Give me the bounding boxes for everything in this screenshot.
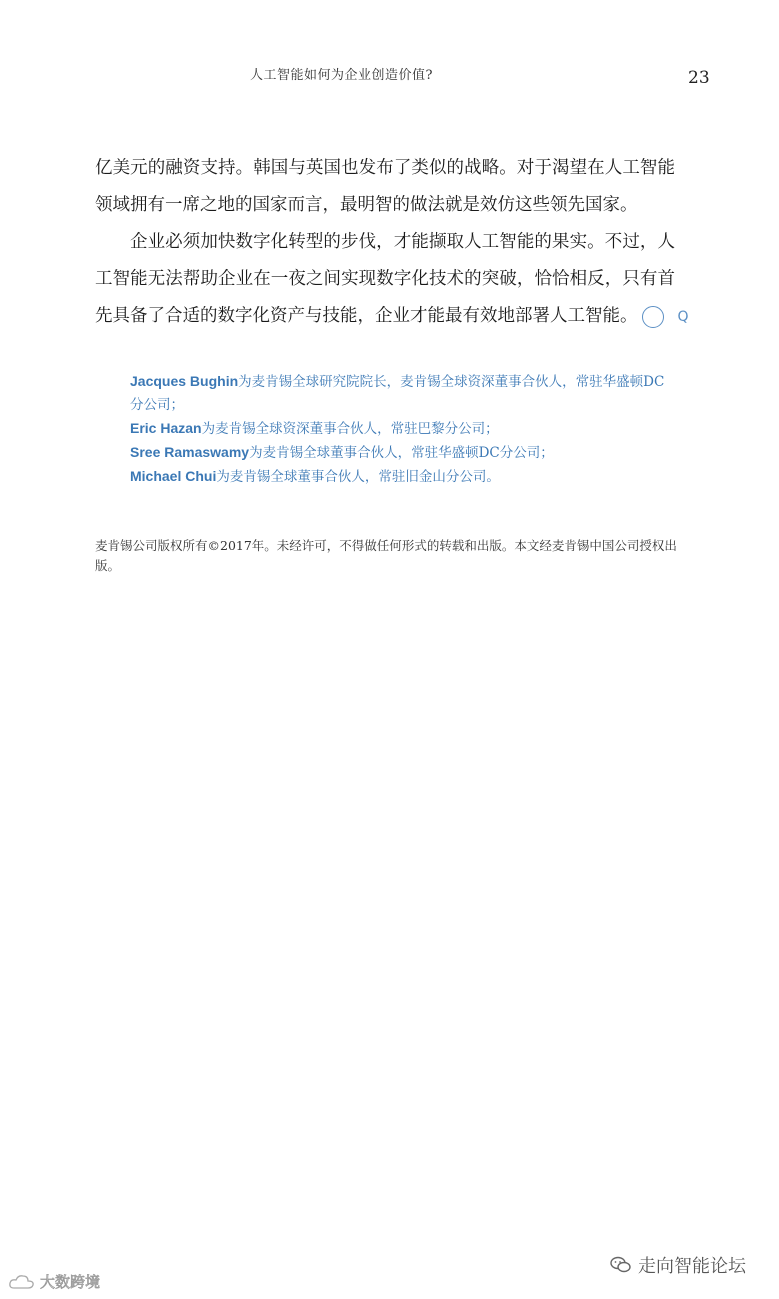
author-description: 为麦肯锡全球研究院院长，麦肯锡全球资深董事合伙人，常驻华盛顿DC分公司；	[130, 374, 665, 413]
author-name: Jacques Bughin	[130, 373, 239, 389]
article-body	[95, 150, 689, 335]
paragraph	[95, 224, 689, 335]
author-description: 为麦肯锡全球董事合伙人，常驻华盛顿DC分公司；	[249, 445, 554, 461]
author-name: Eric Hazan	[130, 420, 202, 436]
watermark-text: 走向智能论坛	[638, 1256, 746, 1277]
author-name: Michael Chui	[130, 468, 217, 484]
author-bio	[130, 441, 675, 465]
author-bio	[130, 370, 675, 417]
author-name: Sree Ramaswamy	[130, 444, 250, 460]
cloud-logo-icon	[8, 1273, 36, 1291]
paragraph-text: 企业必须加快数字化转型的步伐，才能撷取人工智能的果实。不过，人工智能无法帮助企业在一夜之间实现数字化技术的突破，恰恰相反，只有首先具备了合适的数字化资产与技能，企业才能最有效地部署人工智能。	[95, 232, 675, 326]
author-bio	[130, 465, 675, 489]
author-description: 为麦肯锡全球董事合伙人，常驻旧金山分公司。	[216, 469, 500, 485]
paragraph: 亿美元的融资支持。韩国与英国也发布了类似的战略。对于渴望在人工智能领域拥有一席之地的国家而言，最明智的做法就是效仿这些领先国家。	[95, 158, 675, 215]
watermark-wechat	[610, 1252, 746, 1278]
copyright-notice: 麦肯锡公司版权所有©2017年。未经许可，不得做任何形式的转载和出版。本文经麦肯锡中国公司授权出版。	[95, 538, 677, 573]
wechat-icon	[610, 1256, 632, 1274]
end-mark-icon: Q	[642, 306, 664, 328]
author-bios	[130, 370, 675, 489]
watermark-text: 大数跨境	[40, 1273, 101, 1291]
author-description: 为麦肯锡全球资深董事合伙人，常驻巴黎分公司；	[201, 421, 499, 437]
page-number: 23	[688, 68, 710, 88]
watermark-brand	[8, 1271, 100, 1292]
running-header: 人工智能如何为企业创造价值?	[250, 68, 433, 83]
author-bio	[130, 417, 675, 441]
